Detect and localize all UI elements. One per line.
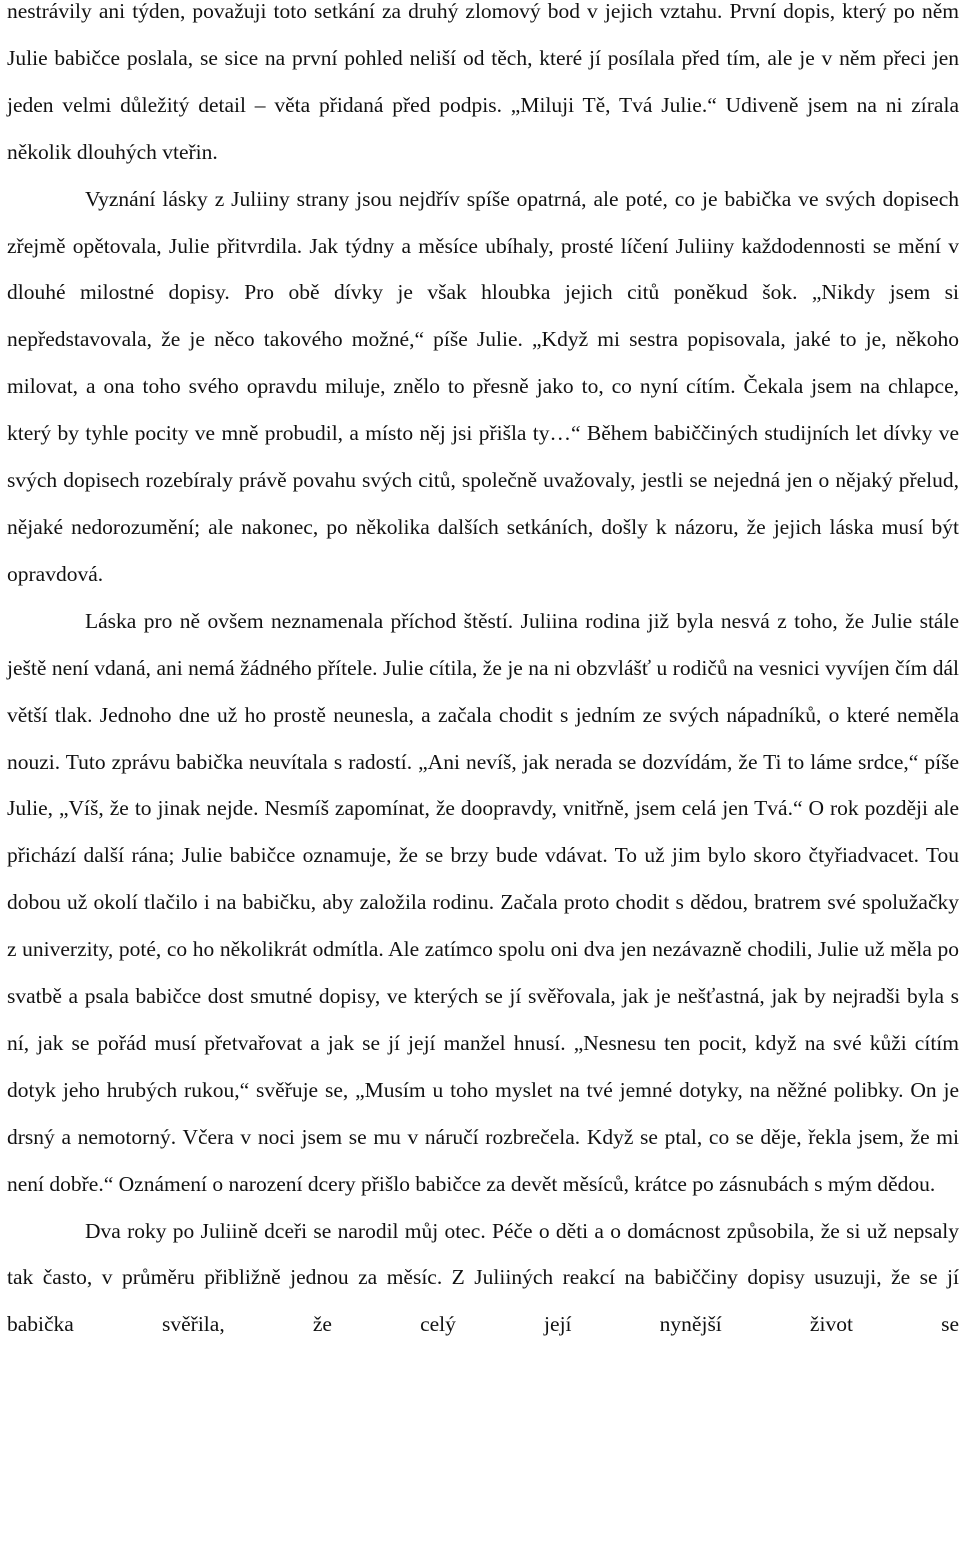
paragraph-4: Dva roky po Juliině dceři se narodil můj otec. Péče o děti a o domácnost způsobila, že si už nepsaly tak často, v průměru přibližně jednou za měsíc. Z Juliiných reakcí na babiččiny dopisy usuzuji, že se jí babička svěřila, že celý její nynější život se [7, 1218, 959, 1337]
body-text [7, 0, 959, 1348]
paragraph-1: nestrávily ani týden, považuji toto setkání za druhý zlomový bod v jejich vztahu. První dopis, který po něm Julie babičce poslala, se sice na první pohled neliší od těch, které jí posílala před tím, ale je v něm přeci jen jeden velmi důležitý detail – věta přidaná před podpis. „Miluji Tě, Tvá Julie.“ Udiveně jsem na ni zírala několik dlouhých vteřin. [7, 0, 959, 164]
paragraph-2: Vyznání lásky z Juliiny strany jsou nejdřív spíše opatrná, ale poté, co je babička ve svých dopisech zřejmě opětovala, Julie přitvrdila. Jak týdny a měsíce ubíhaly, prosté líčení Juliiny každodennosti se mění v dlouhé milostné dopisy. Pro obě dívky je však hloubka jejich citů poněkud šok. „Nikdy jsem si nepředstavovala, že je něco takového možné,“ píše Julie. „Když mi sestra popisovala, jaké to je, někoho milovat, a ona toho svého opravdu miluje, znělo to přesně jako to, co nyní cítím. Čekala jsem na chlapce, který by tyhle pocity ve mně probudil, a místo něj jsi přišla ty…“ Během babiččiných studijních let dívky ve svých dopisech rozebíraly právě povahu svých citů, společně uvažovaly, jestli se nejedná jen o nějaký přelud, nějaké nedorozumění; ale nakonec, po několika dalších setkáních, došly k názoru, že jejich láska musí být opravdová. [7, 186, 959, 586]
paragraph-3: Láska pro ně ovšem neznamenala příchod štěstí. Juliina rodina již byla nesvá z toho, že Julie stále ještě není vdaná, ani nemá žádného přítele. Julie cítila, že je na ni obzvlášť u rodičů na vesnici vyvíjen čím dál větší tlak. Jednoho dne už ho prostě neunesla, a začala chodit s jedním ze svých nápadníků, o které neměla nouzi. Tuto zprávu babička neuvítala s radostí. „Ani nevíš, jak nerada se dozvídám, že Ti to láme srdce,“ píše Julie, „Víš, že to jinak nejde. Nesmíš zapomínat, že doopravdy, vnitřně, jsem celá jen Tvá.“ O rok později ale přichází další rána; Julie babičce oznamuje, že se brzy bude vdávat. To už jim bylo skoro čtyřiadvacet. Tou dobou už okolí tlačilo i na babičku, aby založila rodinu. Začala proto chodit s dědou, bratrem své spolužačky z univerzity, poté, co ho několikrát odmítla. Ale zatímco spolu oni dva jen nezávazně chodili, Julie už měla po svatbě a psala babičce dost smutné dopisy, ve kterých se jí svěřovala, jak je nešťastná, jak by nejradši byla s ní, jak se pořád musí přetvařovat a jak se jí její manžel hnusí. „Nesnesu ten pocit, když na své kůži cítím dotyk jeho hrubých rukou,“ svěřuje se, „Musím u toho myslet na tvé jemné dotyky, na něžné polibky. On je drsný a nemotorný. Včera v noci jsem se mu v náručí rozbrečela. Když se ptal, co se děje, řekla jsem, že mi není dobře.“ Oznámení o narození dcery přišlo babičce za devět měsíců, krátce po zásnubách s mým dědou. [7, 608, 959, 1196]
